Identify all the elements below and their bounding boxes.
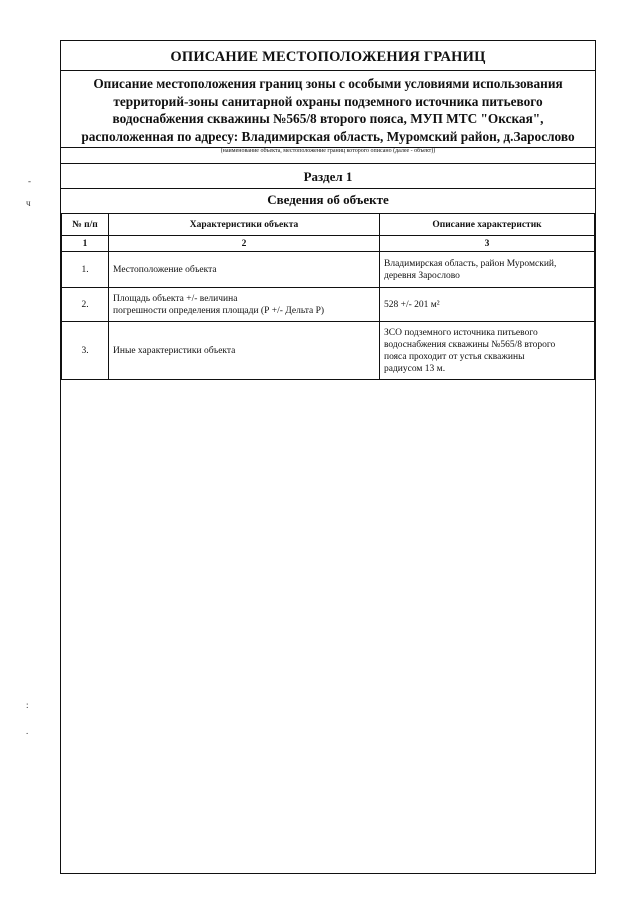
row-number: 1.	[62, 252, 109, 288]
subsection-title: Сведения об объекте	[267, 192, 389, 207]
description-line: расположенная по адресу: Владимирская область, Муромский район, д.Зарослово	[81, 128, 575, 144]
header-num: № п/п	[62, 214, 109, 236]
description-line: радиусом 13 м.	[384, 363, 446, 374]
divider	[61, 70, 595, 71]
scan-mark: -	[28, 176, 31, 186]
object-description	[61, 75, 595, 145]
section-title: Раздел 1	[303, 169, 353, 184]
row-characteristic	[109, 322, 380, 380]
row-characteristic	[109, 252, 380, 288]
scan-mark: .	[26, 726, 29, 736]
header-description: Описание характеристик	[380, 214, 595, 236]
description-line: деревня Зарослово	[384, 270, 460, 281]
description-line: ЗСО подземного источника питьевого	[384, 327, 538, 338]
description-line: водоснабжения скважины №565/8 второго пояса, МУП МТС "Окская",	[112, 111, 544, 126]
description-line: Описание местоположения границ зоны с особыми условиями использования	[93, 76, 563, 91]
table-header-row	[62, 214, 595, 236]
scan-mark: :	[26, 700, 29, 710]
description-line: пояса проходит от устья скважины	[384, 351, 525, 362]
object-caption: (наименование объекта, местоположение границ которого описано (далее - объект))	[220, 148, 436, 154]
scan-mark: ч	[26, 198, 31, 208]
characteristic-line: погрешности определения площади (Р +/- Дельта Р)	[113, 305, 325, 316]
characteristic-line: Местоположение объекта	[113, 264, 217, 275]
document-title: ОПИСАНИЕ МЕСТОПОЛОЖЕНИЯ ГРАНИЦ	[170, 49, 486, 65]
characteristic-line: Иные характеристики объекта	[113, 345, 236, 356]
document-frame	[60, 40, 596, 874]
row-description	[380, 322, 595, 380]
column-number: 1	[62, 236, 109, 252]
divider	[61, 163, 595, 164]
row-number: 3.	[62, 322, 109, 380]
row-characteristic	[109, 288, 380, 322]
row-description	[380, 288, 595, 322]
column-number: 2	[109, 236, 380, 252]
table-row	[62, 288, 595, 322]
row-description	[380, 252, 595, 288]
header-characteristic: Характеристики объекта	[109, 214, 380, 236]
row-number: 2.	[62, 288, 109, 322]
description-line: 528 +/- 201 м²	[384, 299, 440, 310]
column-number-row	[62, 236, 595, 252]
column-number: 3	[380, 236, 595, 252]
table-row	[62, 252, 595, 288]
divider	[61, 188, 595, 189]
description-line: территорий-зоны санитарной охраны подземного источника питьевого	[113, 93, 543, 109]
description-line: водоснабжения скважины №565/8 второго	[384, 339, 556, 350]
object-info-table	[61, 213, 595, 380]
description-line: Владимирская область, район Муромский,	[384, 258, 557, 269]
table-row	[62, 322, 595, 380]
characteristic-line: Площадь объекта +/- величина	[113, 293, 238, 304]
